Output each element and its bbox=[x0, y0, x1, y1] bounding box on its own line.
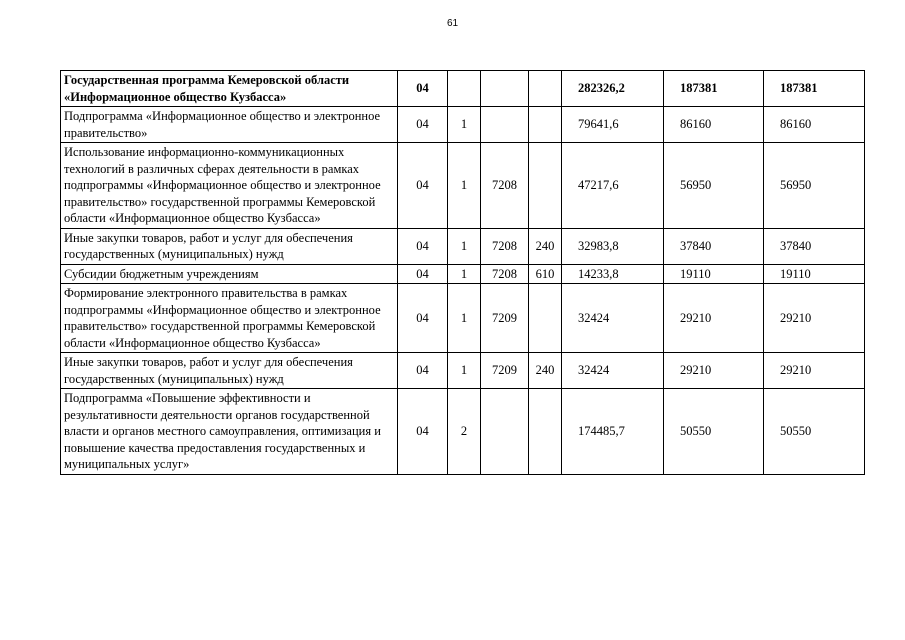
row-name-cell: Государственная программа Кемеровской области «Информационное общество Кузбасса» bbox=[61, 71, 398, 107]
subprogram-code-cell bbox=[448, 71, 481, 107]
section-code-cell: 04 bbox=[398, 264, 448, 284]
amount-year1-cell: 174485,7 bbox=[562, 389, 664, 475]
amount-year3-cell: 187381 bbox=[764, 71, 865, 107]
subprogram-code-cell: 1 bbox=[448, 284, 481, 353]
subprogram-code-cell: 1 bbox=[448, 143, 481, 229]
table-row bbox=[61, 143, 865, 229]
amount-year2-cell: 37840 bbox=[664, 228, 764, 264]
amount-year3-cell: 50550 bbox=[764, 389, 865, 475]
row-name-cell: Подпрограмма «Информационное общество и электронное правительство» bbox=[61, 107, 398, 143]
section-code-cell: 04 bbox=[398, 353, 448, 389]
expense-type-cell bbox=[529, 389, 562, 475]
row-name-cell: Использование информационно-коммуникационных технологий в различных сферах деятельности в рамках подпрограммы «Информационное общество и электронное правительство» государственной программы Кемеровской области «Информационное общество Кузбасса» bbox=[61, 143, 398, 229]
amount-year1-cell: 79641,6 bbox=[562, 107, 664, 143]
amount-year2-cell: 29210 bbox=[664, 353, 764, 389]
article-code-cell bbox=[481, 389, 529, 475]
amount-year3-cell: 86160 bbox=[764, 107, 865, 143]
article-code-cell: 7208 bbox=[481, 264, 529, 284]
article-code-cell bbox=[481, 107, 529, 143]
amount-year1-cell: 14233,8 bbox=[562, 264, 664, 284]
amount-year1-cell: 32424 bbox=[562, 284, 664, 353]
subprogram-code-cell: 1 bbox=[448, 353, 481, 389]
expense-type-cell bbox=[529, 284, 562, 353]
section-code-cell: 04 bbox=[398, 284, 448, 353]
article-code-cell bbox=[481, 71, 529, 107]
table-row bbox=[61, 71, 865, 107]
row-name-cell: Иные закупки товаров, работ и услуг для обеспечения государственных (муниципальных) нужд bbox=[61, 353, 398, 389]
section-code-cell: 04 bbox=[398, 107, 448, 143]
article-code-cell: 7208 bbox=[481, 228, 529, 264]
amount-year3-cell: 37840 bbox=[764, 228, 865, 264]
table-row bbox=[61, 264, 865, 284]
amount-year2-cell: 187381 bbox=[664, 71, 764, 107]
expense-type-cell bbox=[529, 143, 562, 229]
amount-year2-cell: 19110 bbox=[664, 264, 764, 284]
section-code-cell: 04 bbox=[398, 228, 448, 264]
table-row bbox=[61, 353, 865, 389]
subprogram-code-cell: 1 bbox=[448, 264, 481, 284]
article-code-cell: 7209 bbox=[481, 284, 529, 353]
amount-year3-cell: 56950 bbox=[764, 143, 865, 229]
amount-year1-cell: 282326,2 bbox=[562, 71, 664, 107]
section-code-cell: 04 bbox=[398, 143, 448, 229]
amount-year2-cell: 29210 bbox=[664, 284, 764, 353]
amount-year2-cell: 50550 bbox=[664, 389, 764, 475]
table-row bbox=[61, 284, 865, 353]
expense-type-cell bbox=[529, 107, 562, 143]
row-name-cell: Формирование электронного правительства в рамках подпрограммы «Информационное общество и электронное правительство» государственной программы Кемеровской области «Информационное общество Кузбасса» bbox=[61, 284, 398, 353]
article-code-cell: 7208 bbox=[481, 143, 529, 229]
amount-year1-cell: 32424 bbox=[562, 353, 664, 389]
expense-type-cell bbox=[529, 71, 562, 107]
amount-year3-cell: 29210 bbox=[764, 353, 865, 389]
row-name-cell: Подпрограмма «Повышение эффективности и результативности деятельности органов государственной власти и органов местного самоуправления, оптимизация и повышение качества предоставления государственных и муниципальных услуг» bbox=[61, 389, 398, 475]
page-number: 61 bbox=[446, 18, 459, 29]
table-row bbox=[61, 228, 865, 264]
budget-table bbox=[60, 70, 865, 475]
expense-type-cell: 240 bbox=[529, 228, 562, 264]
expense-type-cell: 610 bbox=[529, 264, 562, 284]
table-row bbox=[61, 389, 865, 475]
amount-year1-cell: 32983,8 bbox=[562, 228, 664, 264]
expense-type-cell: 240 bbox=[529, 353, 562, 389]
amount-year3-cell: 29210 bbox=[764, 284, 865, 353]
section-code-cell: 04 bbox=[398, 71, 448, 107]
row-name-cell: Иные закупки товаров, работ и услуг для обеспечения государственных (муниципальных) нужд bbox=[61, 228, 398, 264]
amount-year2-cell: 86160 bbox=[664, 107, 764, 143]
row-name-cell: Субсидии бюджетным учреждениям bbox=[61, 264, 398, 284]
amount-year2-cell: 56950 bbox=[664, 143, 764, 229]
table-row bbox=[61, 107, 865, 143]
table-body bbox=[61, 71, 865, 475]
article-code-cell: 7209 bbox=[481, 353, 529, 389]
amount-year3-cell: 19110 bbox=[764, 264, 865, 284]
section-code-cell: 04 bbox=[398, 389, 448, 475]
subprogram-code-cell: 1 bbox=[448, 107, 481, 143]
subprogram-code-cell: 1 bbox=[448, 228, 481, 264]
amount-year1-cell: 47217,6 bbox=[562, 143, 664, 229]
subprogram-code-cell: 2 bbox=[448, 389, 481, 475]
